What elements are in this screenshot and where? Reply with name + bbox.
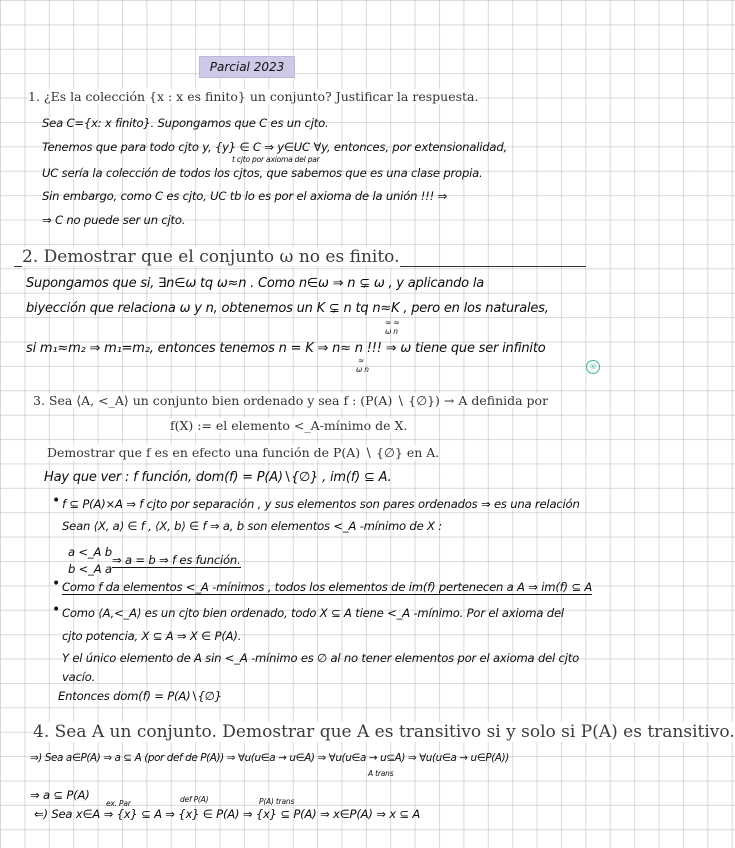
q1-answer-line-5: ⇒ C no puede ser un cjto.: [42, 213, 186, 227]
q3-b2: Como f da elementos <_A -mínimos , todos los elementos de im(f) pertenecen a A ⇒ im(f) ⊆ A: [62, 580, 593, 594]
q3-b3-line-4: vacío.: [62, 670, 96, 684]
bullet-icon: •: [52, 602, 61, 618]
q2-sub-1: ≈ ≈: [385, 318, 400, 327]
q3-intro: Hay que ver : f función, dom(f) = P(A)∖{∅} , im(f) ⊆ A.: [44, 470, 392, 485]
q3-b1-line-2: Sean ⟨X, a⟩ ∈ f , ⟨X, b⟩ ∈ f ⇒ a, b son elementos <_A -mínimo de X :: [62, 519, 442, 533]
q2-sub-2: ω n: [385, 327, 398, 336]
q4-line-2: ⇒ a ⊆ P(A): [30, 788, 90, 802]
mark-icon: ®: [586, 360, 600, 374]
question-3: 3. Sea ⟨A, <_A⟩ un conjunto bien ordenado y sea f : (P(A) ∖ {∅}) → A definida por: [33, 393, 549, 408]
bullet-icon: •: [52, 576, 61, 592]
q1-answer-line-1: Sea C={x: x finito}. Supongamos que C es un cjto.: [42, 116, 329, 130]
q3-frac-bot: b <_A a: [68, 562, 112, 576]
q3-b3-line-1: Como ⟨A,<_A⟩ es un cjto bien ordenado, todo X ⊆ A tiene <_A -mínimo. Por el axioma del: [62, 606, 564, 620]
q2-sub-3: ≈: [358, 356, 365, 365]
q1-answer-line-4: Sin embargo, como C es cjto, UC tb lo es por el axioma de la unión !!! ⇒: [42, 189, 448, 203]
q1-note: t cjto por axioma del par: [232, 155, 320, 164]
q2-answer-line-1: Supongamos que si, ∃n∈ω tq ω≈n . Como n∈ω ⇒ n ⊊ ω , y aplicando la: [26, 276, 485, 291]
q4-note-1: A trans: [368, 769, 394, 778]
bullet-icon: •: [52, 493, 61, 509]
q1-answer-line-2: Tenemos que para todo cjto y, {y} ∈ C ⇒ y∈UC ∀y, entonces, por extensionalidad,: [42, 140, 507, 154]
q3-b1-line-1: f ⊆ P(A)×A ⇒ f cjto por separación , y sus elementos son pares ordenados ⇒ es una relación: [62, 497, 580, 511]
q3-formula: f(X) := el elemento <_A-mínimo de X.: [170, 418, 408, 433]
q3-final: Entonces dom(f) = P(A)∖{∅}: [58, 689, 222, 703]
q2-answer-line-3: si m₁≈m₂ ⇒ m₁=m₂, entonces tenemos n = K ⇒ n≈ n !!! ⇒ ω tiene que ser infinito: [26, 341, 546, 356]
q3-demo: Demostrar que f es en efecto una función de P(A) ∖ {∅} en A.: [47, 445, 440, 460]
q4-note-4: P(A) trans: [259, 797, 295, 806]
q2-answer-line-2: biyección que relaciona ω y n, obtenemos un K ⊊ n tq n≈K , pero en los naturales,: [26, 301, 549, 316]
q4-line-3: ⇐) Sea x∈A ⇒ {x} ⊆ A ⇒ {x} ∈ P(A) ⇒ {x} ⊆ P(A) ⇒ x∈P(A) ⇒ x ⊆ A: [34, 807, 421, 821]
q4-note-3: def P(A): [180, 795, 209, 804]
q4-note-2: ex. Par: [106, 799, 131, 808]
question-4: 4. Sea A un conjunto. Demostrar que A es transitivo si y solo si P(A) es transitivo.: [33, 722, 735, 742]
q4-line-1: ⇒) Sea a∈P(A) ⇒ a ⊆ A (por def de P(A)) ⇒ ∀u(u∈a → u∈A) ⇒ ∀u(u∈a → u⊆A) ⇒ ∀u(u∈a → u∈P(A)): [30, 752, 509, 764]
question-1: 1. ¿Es la colección {x : x es finito} un conjunto? Justificar la respuesta.: [28, 89, 479, 104]
q3-frac-top: a <_A b: [68, 545, 112, 559]
page-title: Parcial 2023: [199, 56, 295, 78]
q2-sub-4: ω n: [356, 365, 369, 374]
q3-b3-line-2: cjto potencia, X ⊆ A ⇒ X ∈ P(A).: [62, 629, 242, 643]
q3-frac-result: ⇒ a = b ⇒ f es función.: [112, 553, 241, 567]
q1-answer-line-3: UC sería la colección de todos los cjtos, que sabemos que es una clase propia.: [42, 166, 483, 180]
q3-b3-line-3: Y el único elemento de A sin <_A -mínimo es ∅ al no tener elementos por el axioma del cjto: [62, 651, 579, 665]
question-2: 2. Demostrar que el conjunto ω no es finito.: [22, 247, 400, 267]
